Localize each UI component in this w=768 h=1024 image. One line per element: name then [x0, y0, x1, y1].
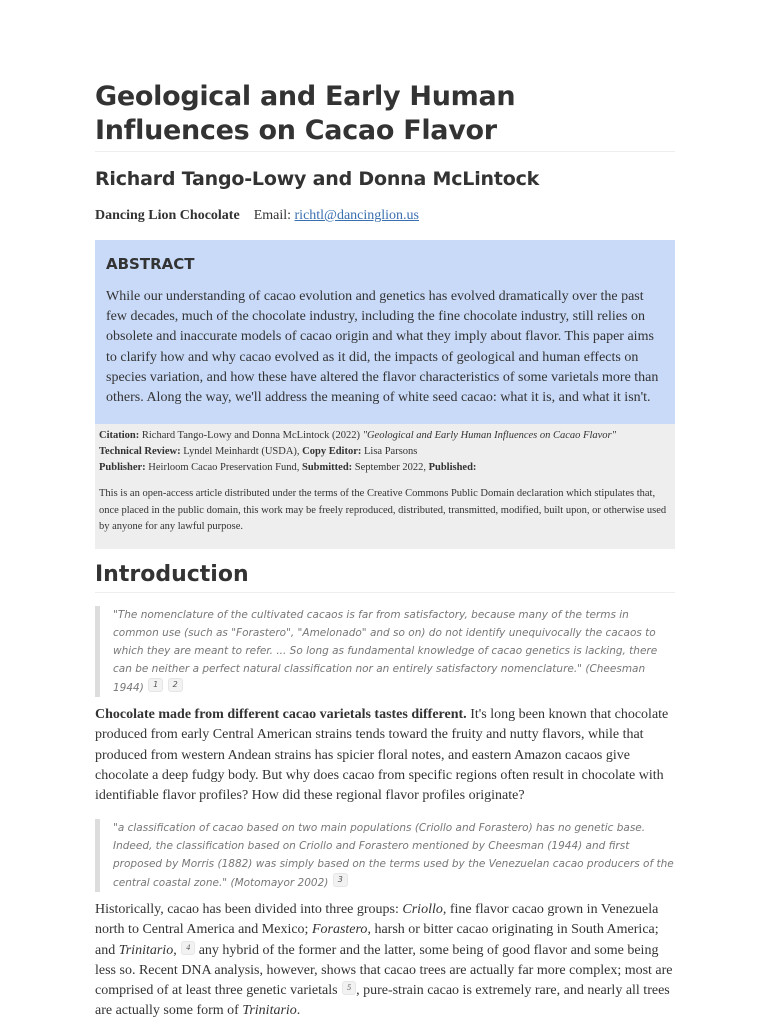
publisher-line	[99, 460, 671, 476]
footnote-ref-4[interactable]: 4	[181, 941, 195, 955]
citation-line	[99, 428, 671, 444]
organization: Dancing Lion Chocolate	[95, 208, 240, 223]
text-span: , fine flavor cacao grown in Venezuela north to Central America and Mexico;	[95, 902, 659, 938]
publisher-value: Heirloom Cacao Preservation Fund,	[148, 462, 300, 474]
paragraph-lead: Chocolate made from different cacao varietals tastes different.	[95, 707, 467, 723]
introduction-heading: Introduction	[95, 561, 675, 593]
intro-paragraph-1	[95, 705, 675, 806]
abstract-heading: ABSTRACT	[106, 255, 195, 273]
text-span: , harsh or bitter cacao originating in South America; and	[95, 922, 659, 958]
term-trinitario: Trinitario	[118, 942, 174, 958]
submitted-value: September 2022,	[354, 462, 426, 474]
review-line	[99, 444, 671, 460]
citation-box	[95, 424, 675, 549]
text-span: ,	[173, 942, 177, 958]
citation-authors: Richard Tango-Lowy and Donna McLintock (2022)	[141, 430, 360, 442]
editor-label: Copy Editor:	[302, 446, 362, 458]
article	[95, 0, 675, 1021]
review-value: Lyndel Meinhardt (USDA),	[183, 446, 300, 458]
publisher-label: Publisher:	[99, 462, 146, 474]
footnote-ref-2[interactable]: 2	[168, 678, 183, 692]
cheesman-quote	[95, 606, 675, 697]
intro-paragraph-2	[95, 900, 675, 1021]
term-forastero: Forastero	[311, 922, 368, 938]
email-link[interactable]: richtl@dancinglion.us	[294, 208, 419, 223]
motomayor-quote	[95, 819, 675, 892]
footnote-ref-5[interactable]: 5	[342, 981, 356, 995]
article-title: Geological and Early Human Influences on Cacao Flavor	[95, 80, 675, 152]
submitted-label: Submitted:	[301, 462, 353, 474]
footnote-ref-3[interactable]: 3	[333, 873, 348, 887]
review-label: Technical Review:	[99, 446, 181, 458]
text-span: Historically, cacao has been divided into three groups:	[95, 902, 403, 918]
affiliation	[95, 207, 675, 225]
citation-label: Citation:	[99, 430, 140, 442]
quote-text: "a classification of cacao based on two main populations (Criollo and Forastero) has no genetic base. Indeed, the classification based on Criollo and Forastero mentioned by Cheesman (1944) and first proposed by Morris (1882) was simply based on the terms used by the Venezuelan cacao producers of the central coastal zone." (Motomayor 2002)	[113, 822, 674, 890]
license-text: This is an open-access article distributed under the terms of the Creative Commons Public Domain declaration which stipulates that, once placed in the public domain, this work may be freely reproduced, distributed, transmitted, modified, built upon, or otherwise used by anyone for any lawful purpose.	[99, 488, 667, 532]
abstract-text: While our understanding of cacao evolution and genetics has evolved dramatically over the past few decades, much of the chocolate industry, including the fine chocolate industry, still relies on obsolete and inaccurate models of cacao origin and what they imply about flavor. This paper aims to clarify how and why cacao evolved as it did, the impacts of geological and human effects on species variation, and how these have altered the flavor characteristics of some varietals more than others. Along the way, we'll address the meaning of white seed cacao: what it is, and what it isn't.	[106, 289, 659, 406]
editor-value: Lisa Parsons	[364, 446, 418, 458]
term-criollo: Criollo	[402, 902, 443, 918]
paragraph-text: It's long been known that chocolate produced from early Central American strains tends toward the fruity and nutty flavors, while that produced from western Andean strains has spicier floral notes, and eastern Amazon cacaos give chocolate a deep fudgy body. But why does cacao from specific regions often result in chocolate with identifiable flavor profiles? How did these regional flavor profiles originate?	[95, 707, 669, 803]
citation-title: "Geological and Early Human Influences on Cacao Flavor"	[362, 430, 617, 442]
authors: Richard Tango-Lowy and Donna McLintock	[95, 168, 540, 190]
text-span: .	[296, 1003, 301, 1019]
published-label: Published:	[428, 462, 477, 474]
abstract-box	[95, 240, 675, 424]
footnote-ref-1[interactable]: 1	[148, 678, 163, 692]
term-trinitario: Trinitario	[242, 1003, 297, 1019]
text-span: , pure-strain cacao is extremely rare, and nearly all trees are actually some form of	[95, 982, 670, 1019]
text-span: any hybrid of the former and the latter, some being of good flavor and some being less so. Recent DNA analysis, however, shows that cacao trees are actually far more complex; most are comprised of at least three genetic varietals	[95, 942, 673, 998]
email-label: Email:	[253, 208, 292, 223]
quote-text: "The nomenclature of the cultivated cacaos is far from satisfactory, because many of the terms in common use (such as "Forastero", "Amelonado" and so on) do not identify unequivocally the cacaos to which they are meant to refer. ... So long as fundamental knowledge of cacao genetics is lacking, there can be neither a perfect natural classification nor an entirely satisfactory nomenclature." (Cheesman 1944)	[113, 609, 658, 695]
